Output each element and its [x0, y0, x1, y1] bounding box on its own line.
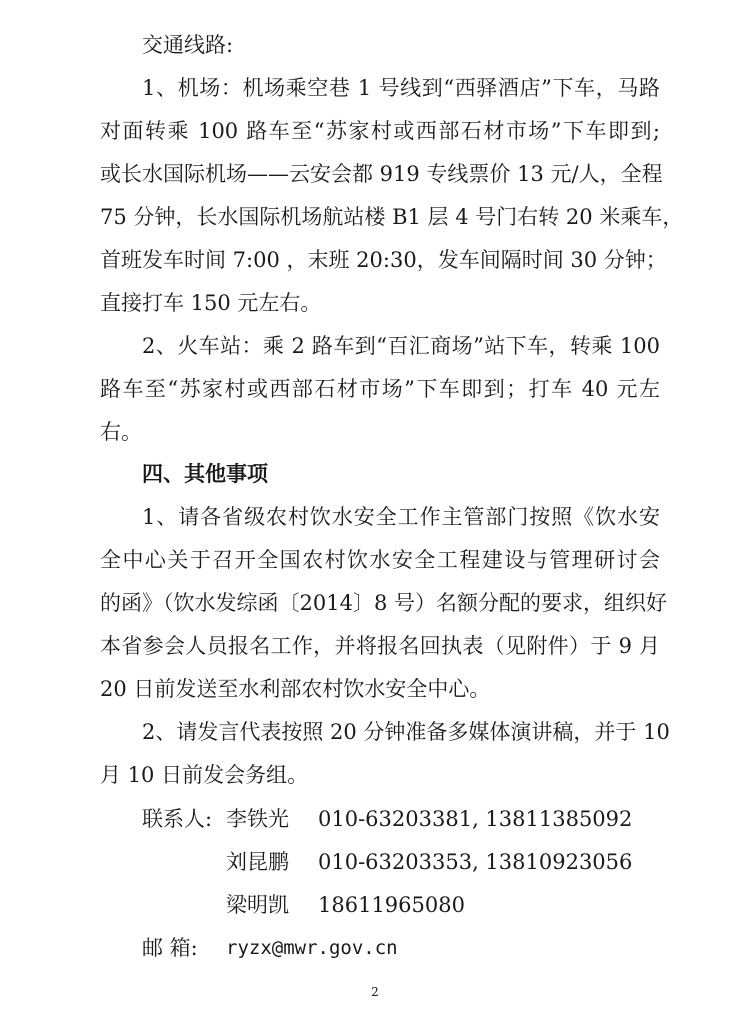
transport-heading: 交通线路:: [142, 33, 234, 57]
contact-phone-2: 010-63203353, 13810923056: [318, 850, 633, 874]
other-section-heading: 四、其他事项: [142, 462, 268, 486]
airport-line-2: 对面转乘 100 路车至“苏家村或西部石材市场”下车即到;: [100, 119, 660, 143]
page-number: 2: [371, 985, 379, 999]
airport-line-1: 1、机场：机场乘空巷 1 号线到“西驿酒店”下车，马路: [142, 76, 660, 100]
other-item1-line-2: 全中心关于召开全国农村饮水安全工程建设与管理研讨会: [100, 548, 660, 572]
contact-phone-3: 18611965080: [318, 893, 465, 917]
email-label: 邮 箱:: [142, 936, 198, 960]
other-item1-line-5: 20 日前发送至水利部农村饮水安全中心。: [100, 677, 491, 701]
train-line-2: 路车至“苏家村或西部石材市场”下车即到；打车 40 元左: [100, 377, 660, 401]
contact-phone-1: 010-63203381, 13811385092: [318, 807, 633, 831]
train-line-3: 右。: [100, 420, 142, 444]
other-item1-line-4: 本省参会人员报名工作，并将报名回执表（见附件）于 9 月: [100, 634, 660, 658]
contact-name-1: 李铁光: [226, 807, 289, 831]
airport-line-5: 首班发车时间 7:00 ，末班 20:30，发车间隔时间 30 分钟；: [100, 248, 667, 272]
airport-line-6: 直接打车 150 元左右。: [100, 291, 322, 315]
other-item1-line-3: 的函》（饮水发综函〔2014〕8 号）名额分配的要求，组织好: [100, 591, 667, 615]
train-line-1: 2、火车站：乘 2 路车到“百汇商场”站下车，转乘 100: [142, 334, 660, 358]
contact-name-2: 刘昆鹏: [226, 850, 289, 874]
other-item2-line-1: 2、请发言代表按照 20 分钟准备多媒体演讲稿，并于 10: [142, 720, 670, 744]
other-item1-line-1: 1、请各省级农村饮水安全工作主管部门按照《饮水安: [142, 505, 660, 529]
airport-line-4: 75 分钟，长水国际机场航站楼 B1 层 4 号门右转 20 米乘车，: [100, 205, 684, 229]
airport-line-3: 或长水国际机场——云安会都 919 专线票价 13 元/人，全程: [100, 162, 663, 186]
contacts-label: 联系人:: [142, 807, 213, 831]
other-item2-line-2: 月 10 日前发会务组。: [100, 763, 309, 787]
contact-name-3: 梁明凯: [226, 893, 289, 917]
email-address: ryzx@mwr.gov.cn: [226, 937, 398, 959]
